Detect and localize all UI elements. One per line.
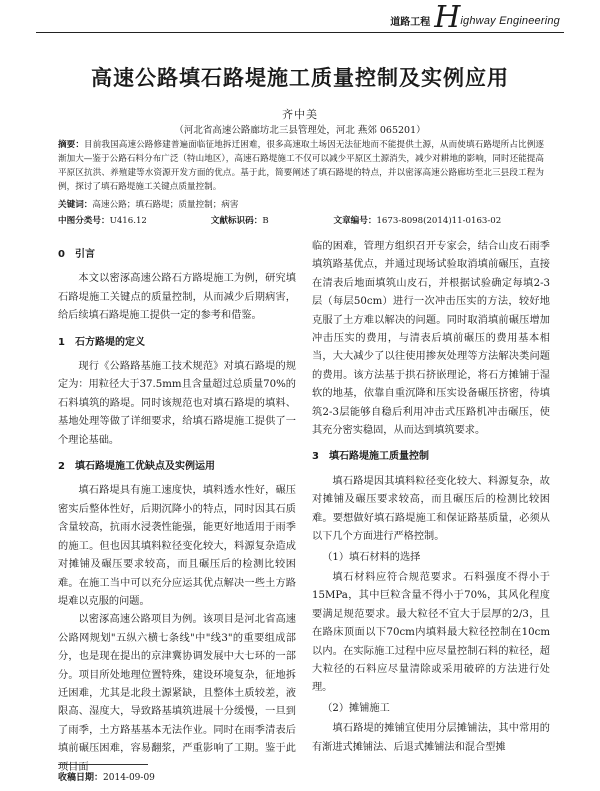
paragraph: 临的困难，管理方组织召开专家会，结合山皮石雨季填筑路基优点，并通过现场试验取消填前碾压，直接在清表后地面填筑山皮石，并根据试验确定每填2-3层（每层50cm）进行一次冲击压实的方法，较好地克服了土方难以解决的问题。同时取消填前碾压增加冲击压实的费用，与清表后填前碾压的费用基本相当，大大减少了以往使用掺灰处理等方法解决类问题的费用。该方法基于拱石挤嵌理论，将石方摊铺于湿软的地基，依靠自重沉降和压实设备碾压挤密，待填筑2-3层能够自稳后利用冲击式压路机冲击碾压，使其充分密实稳固，从而达到填筑要求。 — [312, 241, 550, 437]
received-date — [58, 770, 155, 783]
running-header — [390, 0, 560, 35]
section-heading: 0 引言 — [58, 249, 95, 260]
received-label: 收稿日期： — [58, 773, 104, 783]
clc-value: U416.12 — [109, 216, 147, 226]
paragraph: 现行《公路路基施工技术规范》对填石路堤的规定为：用粒径大于37.5mm且含量超过总质量70%的石料填筑的路堤。同时该规范也对填石路堤的填料、基地处理等做了详细要求，给填石路堤施工提供了一个理论基础。 — [58, 361, 296, 446]
subsection-heading: （1）填石材料的选择 — [322, 551, 421, 563]
paragraph: 填石路堤的摊铺宜使用分层摊铺法，其中常用的有渐进式摊铺法、后退式摊铺法和混合型摊 — [312, 723, 550, 753]
right-column — [312, 238, 550, 757]
paragraph: 填石路堤具有施工速度快，填料透水性好，碾压密实后整体性好，后期沉降小的特点，同时因其石质含量较高，抗雨水浸袭性能强，能更好地适用于雨季的施工。但也因其填料粒径变化较大，料源复杂造成对摊铺及碾压要求较高，而且碾压后的检测比较困难。在施工当中可以充分应运其优点解决一些土方路堤难以克服的问题。 — [58, 485, 296, 607]
section-heading: 3 填石路堤施工质量控制 — [312, 451, 429, 463]
paper-title: 高速公路填石路堤施工质量控制及实例应用 — [91, 66, 509, 90]
paragraph: 本文以密涿高速公路石方路堤施工为例，研究填石路堤施工关键点的质量控制，从而减少后期病害，给后续填石路堤施工提供一定的参考和借鉴。 — [58, 273, 296, 322]
received-value: 2014-09-09 — [103, 773, 155, 783]
classification-line — [58, 214, 544, 226]
journal-name-en: ighway Engineering — [460, 15, 560, 27]
clc-label: 中图分类号： — [58, 216, 110, 226]
article-no-value: 1673-8098(2014)11-0163-02 — [376, 216, 502, 226]
paragraph: 填石路堤因其填料粒径变化较大、料源复杂，故对摊铺及碾压要求较高，而且碾压后的检测比较困难。要想做好填石路堤施工和保证路基质量，必须从以下几个方面进行严格控制。 — [312, 475, 550, 543]
article-no-label: 文章编号： — [333, 216, 377, 226]
paragraph: 以密涿高速公路项目为例。该项目是河北省高速公路网规划"五纵六横七条线"中"线3"的重要组成部分，也是现在提出的京津冀协调发展中大七环的一部分。项目所处地理位置特殊，建设环境复杂，征地拆迁困难，尤其是北段土源紧缺，且整体土质较差，液限高、湿度大，导致路基填筑进展十分缓慢，一旦到了雨季，土方路基基本无法作业。同时在雨季清表后填前碾压困难，容易翻浆，严重影响了工期。鉴于此项目面 — [58, 614, 296, 773]
affiliation: （河北省高速公路廊坊北三县管理处，河北 燕郊 065201） — [174, 125, 426, 136]
subsection-heading: （2）摊铺施工 — [322, 702, 390, 714]
abstract — [58, 138, 544, 194]
journal-initial: H — [434, 0, 461, 35]
section-heading: 1 石方路堤的定义 — [58, 336, 145, 348]
keywords-text: 高速公路；填石路堤；质量控制；病害 — [92, 200, 239, 210]
footnote-rule — [58, 764, 148, 765]
abstract-label: 摘要： — [58, 140, 85, 150]
doc-code-value: B — [262, 216, 269, 226]
keywords — [58, 198, 544, 210]
left-column — [58, 238, 296, 777]
header-rule — [36, 32, 564, 33]
author: 齐中美 — [282, 108, 318, 121]
abstract-text: 目前我国高速公路修建普遍面临征地拆迁困难，很多高速取土场因无法征地而不能提供土源，从而使填石路堤所占比例逐渐加大—鉴于公路石料分布广泛（特山地区），高速石路堤施工不仅可以减少平原区土源消失，减少对耕地的影响，同时还能提高平原区抗洪、养殖建等水资源开发方面的优点。基于此，简要阐述了填石路堤的特点，并以密涿高速公路廊坊至北三县段工程为例，探讨了填石路堤施工关键点质量控制。 — [58, 140, 544, 192]
paragraph: 填石材料应符合规范要求。石料强度不得小于15MPa，其中巨粒含量不得小于70%，其风化程度要满足规范要求。最大粒径不宜大于层厚的2/3，且在路床顶面以下70cm内填料最大粒径控制在10cm以内。在实际施工过程中应尽量控制石料的粒径，超大粒径的石料应尽量清除或采用破碎的方法进行处理。 — [312, 571, 550, 694]
journal-name-cn: 道路工程 — [390, 17, 431, 28]
keywords-label: 关键词： — [58, 200, 93, 210]
doc-code-label: 文献标识码： — [210, 216, 263, 226]
section-heading: 2 填石路堤施工优缺点及实例运用 — [58, 461, 215, 473]
